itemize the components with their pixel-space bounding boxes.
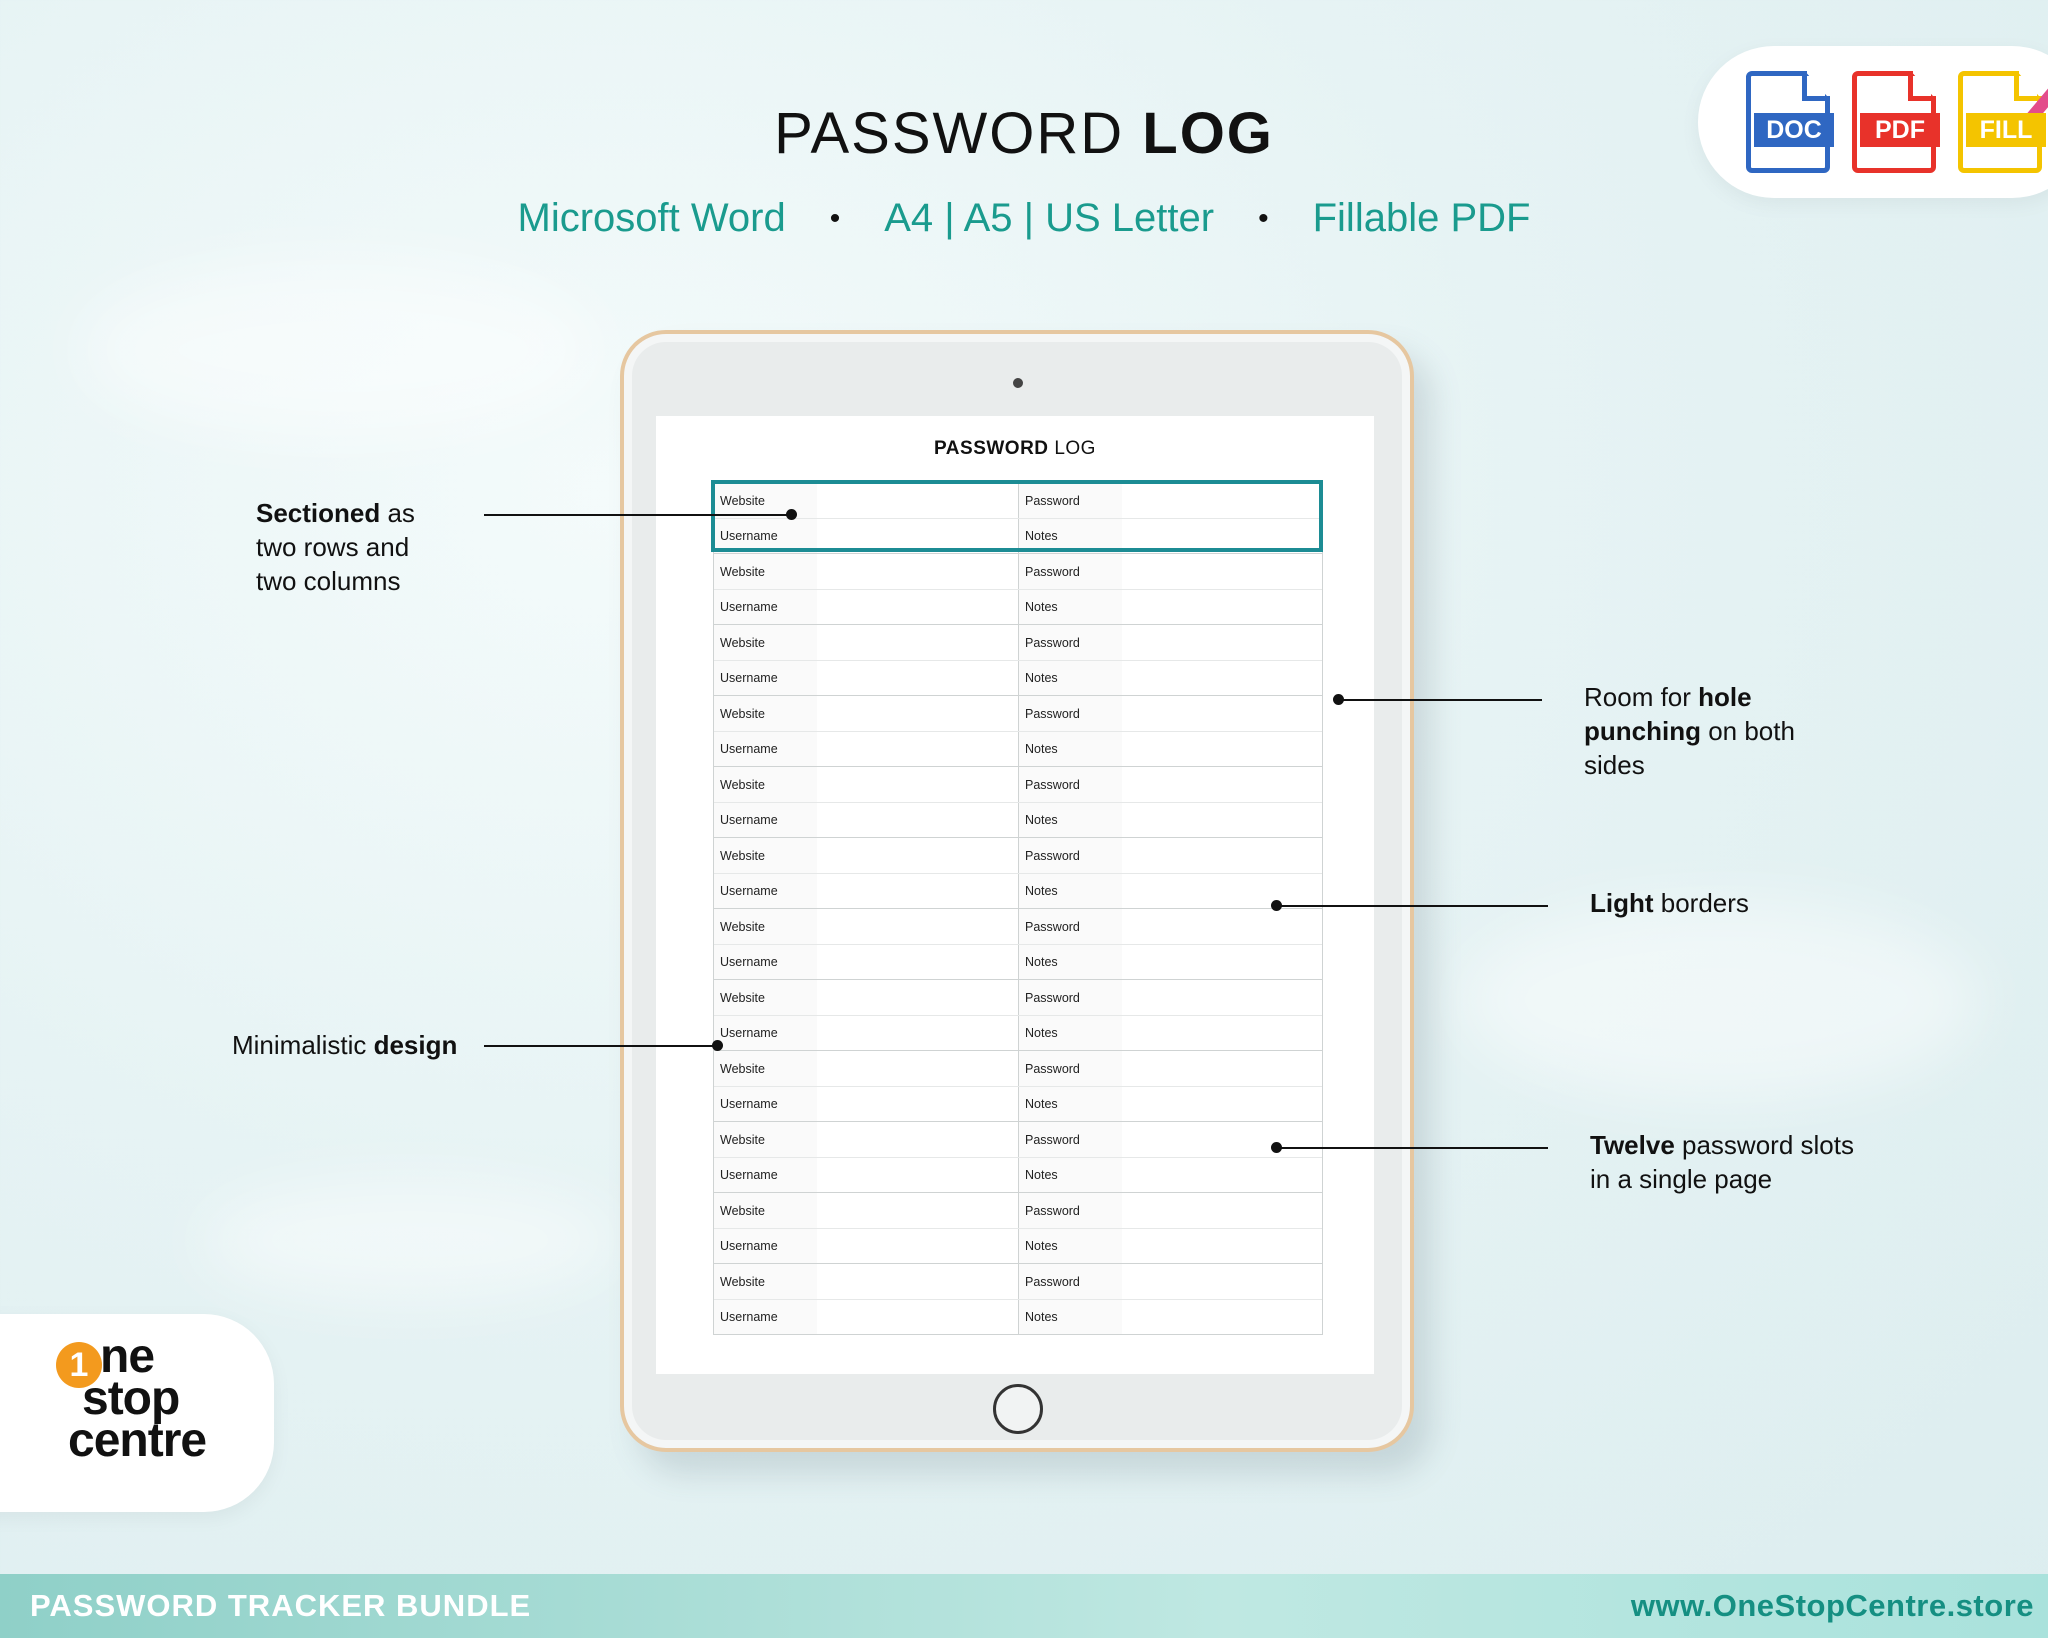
username-field[interactable]: Username: [714, 803, 1018, 837]
callout-light: [1590, 886, 1749, 920]
callout-bold: punching: [1584, 716, 1701, 746]
notes-field[interactable]: Notes: [1018, 661, 1322, 695]
website-field[interactable]: Website: [714, 1051, 1018, 1086]
format-subtitle: [0, 196, 2048, 241]
callout-text: two columns: [256, 566, 401, 596]
leader-point: [1271, 1142, 1282, 1153]
fill-label: FILL: [1966, 113, 2046, 147]
password-field[interactable]: Password: [1018, 909, 1322, 944]
notes-field[interactable]: Notes: [1018, 1229, 1322, 1263]
notes-field[interactable]: Notes: [1018, 945, 1322, 979]
website-field[interactable]: Website: [714, 554, 1018, 589]
website-field[interactable]: Website: [714, 483, 1018, 518]
username-field[interactable]: Username: [714, 519, 1018, 553]
camera-icon: [1013, 378, 1023, 388]
password-field[interactable]: Password: [1018, 1051, 1322, 1086]
callout-text: borders: [1653, 888, 1749, 918]
callout-text: as: [380, 498, 415, 528]
password-field[interactable]: Password: [1018, 767, 1322, 802]
doc-file-icon: [1746, 71, 1830, 173]
website-field[interactable]: Website: [714, 838, 1018, 873]
notes-field[interactable]: Notes: [1018, 519, 1322, 553]
notes-field[interactable]: Notes: [1018, 1016, 1322, 1050]
footer-website-link[interactable]: www.OneStopCentre.store: [1630, 1588, 2034, 1623]
password-field[interactable]: Password: [1018, 554, 1322, 589]
callout-text: on both: [1700, 716, 1795, 746]
leader-point: [712, 1040, 723, 1051]
password-field[interactable]: Password: [1018, 1122, 1322, 1157]
callout-bold: design: [373, 1030, 458, 1060]
leader-point: [1333, 694, 1344, 705]
leader-line: [1276, 905, 1548, 907]
leader-line: [484, 514, 790, 516]
leader-line: [484, 1045, 716, 1047]
fillable-file-icon: [1958, 71, 2042, 173]
slot-row: [714, 1193, 1322, 1228]
notes-field[interactable]: Notes: [1018, 803, 1322, 837]
notes-field[interactable]: Notes: [1018, 590, 1322, 624]
website-field[interactable]: Website: [714, 767, 1018, 802]
slot-row: [714, 1264, 1322, 1299]
home-button[interactable]: [993, 1384, 1043, 1434]
slot-row: [714, 625, 1322, 660]
password-field[interactable]: Password: [1018, 1264, 1322, 1299]
password-field[interactable]: Password: [1018, 980, 1322, 1015]
website-field[interactable]: Website: [714, 1193, 1018, 1228]
callout-minimal: [232, 1028, 457, 1062]
separator-dot: •: [1258, 201, 1269, 235]
slot-row: [714, 802, 1322, 837]
slot-row: [714, 1299, 1322, 1334]
username-field[interactable]: Username: [714, 1158, 1018, 1192]
callout-bold: Sectioned: [256, 498, 381, 528]
username-field[interactable]: Username: [714, 874, 1018, 908]
brand-logo: [0, 1314, 274, 1512]
slot-row: [714, 1157, 1322, 1192]
format-sizes: A4 | A5 | US Letter: [884, 196, 1215, 240]
slot-row: [714, 731, 1322, 766]
password-field[interactable]: Password: [1018, 483, 1322, 518]
password-slot: [714, 980, 1322, 1051]
logo-line: centre: [68, 1414, 207, 1467]
password-slot: [714, 554, 1322, 625]
title-light: PASSWORD: [774, 101, 1125, 166]
callout-sectioned: [256, 496, 415, 598]
callout-text: password slots: [1674, 1130, 1854, 1160]
format-pdf: Fillable PDF: [1312, 196, 1531, 240]
password-slot: [714, 625, 1322, 696]
footer-bar: [0, 1574, 2048, 1638]
section-highlight-box: [711, 480, 1323, 552]
leader-line: [1338, 699, 1542, 701]
username-field[interactable]: Username: [714, 590, 1018, 624]
slot-row: [714, 909, 1322, 944]
logo-wordmark: [68, 1330, 207, 1467]
logo-line: stop: [82, 1372, 180, 1425]
password-field[interactable]: Password: [1018, 838, 1322, 873]
notes-field[interactable]: Notes: [1018, 1158, 1322, 1192]
footer-product-name: PASSWORD TRACKER BUNDLE: [30, 1588, 532, 1623]
username-field[interactable]: Username: [714, 1087, 1018, 1121]
slot-row: [714, 1122, 1322, 1157]
leader-point: [1271, 900, 1282, 911]
username-field[interactable]: Username: [714, 945, 1018, 979]
callout-room: [1584, 680, 1795, 782]
pdf-label: PDF: [1860, 113, 1940, 147]
logo-number-badge: 1: [56, 1342, 102, 1388]
slot-row: [714, 554, 1322, 589]
notes-field[interactable]: Notes: [1018, 874, 1322, 908]
password-slot: [714, 696, 1322, 767]
password-slot: [714, 1264, 1322, 1334]
callout-bold: Light: [1590, 888, 1654, 918]
slot-row: [714, 944, 1322, 979]
leader-line: [1276, 1147, 1548, 1149]
callout-bold: Twelve: [1590, 1130, 1675, 1160]
slot-row: [714, 1086, 1322, 1121]
website-field[interactable]: Website: [714, 909, 1018, 944]
notes-field[interactable]: Notes: [1018, 1300, 1322, 1334]
slot-row: [714, 1228, 1322, 1263]
password-log-table: [713, 482, 1323, 1335]
slot-row: [714, 767, 1322, 802]
slot-row: [714, 589, 1322, 624]
logo-line: ne: [100, 1330, 155, 1383]
leader-point: [786, 509, 797, 520]
password-field[interactable]: Password: [1018, 1193, 1322, 1228]
callout-text: in a single page: [1590, 1164, 1773, 1194]
password-slot: [714, 1193, 1322, 1264]
password-field[interactable]: Password: [1018, 696, 1322, 731]
password-field[interactable]: Password: [1018, 625, 1322, 660]
password-slot: [714, 909, 1322, 980]
document-title: [656, 438, 1374, 460]
slot-row: [714, 1015, 1322, 1050]
website-field[interactable]: Website: [714, 980, 1018, 1015]
password-slot: [714, 1122, 1322, 1193]
callout-text: Minimalistic: [232, 1030, 374, 1060]
slot-row: [714, 838, 1322, 873]
tablet-screen: [656, 416, 1374, 1374]
password-slot: [714, 838, 1322, 909]
notes-field[interactable]: Notes: [1018, 732, 1322, 766]
format-word: Microsoft Word: [517, 196, 786, 240]
username-field[interactable]: Username: [714, 661, 1018, 695]
website-field[interactable]: Website: [714, 1122, 1018, 1157]
username-field[interactable]: Username: [714, 1229, 1018, 1263]
callout-bold: hole: [1698, 682, 1752, 712]
password-slot: [714, 1051, 1322, 1122]
pdf-file-icon: [1852, 71, 1936, 173]
title-bold: LOG: [1142, 101, 1274, 166]
slot-row: [714, 1051, 1322, 1086]
callout-text: sides: [1584, 750, 1645, 780]
doc-title-bold: PASSWORD: [934, 438, 1049, 459]
website-field[interactable]: Website: [714, 625, 1018, 660]
username-field[interactable]: Username: [714, 1300, 1018, 1334]
website-field[interactable]: Website: [714, 1264, 1018, 1299]
callout-text: Room for: [1584, 682, 1699, 712]
slot-row: [714, 980, 1322, 1015]
separator-dot: •: [829, 201, 841, 235]
notes-field[interactable]: Notes: [1018, 1087, 1322, 1121]
callout-text: two rows and: [256, 532, 410, 562]
file-format-badges: [1698, 46, 2048, 198]
slot-row: [714, 660, 1322, 695]
slot-row: [714, 873, 1322, 908]
website-field[interactable]: Website: [714, 696, 1018, 731]
username-field[interactable]: Username: [714, 1016, 1018, 1050]
password-slot: [714, 767, 1322, 838]
doc-label: DOC: [1754, 113, 1834, 147]
callout-twelve: [1590, 1128, 1854, 1196]
doc-title-light: LOG: [1054, 438, 1096, 459]
username-field[interactable]: Username: [714, 732, 1018, 766]
slot-row: [714, 696, 1322, 731]
